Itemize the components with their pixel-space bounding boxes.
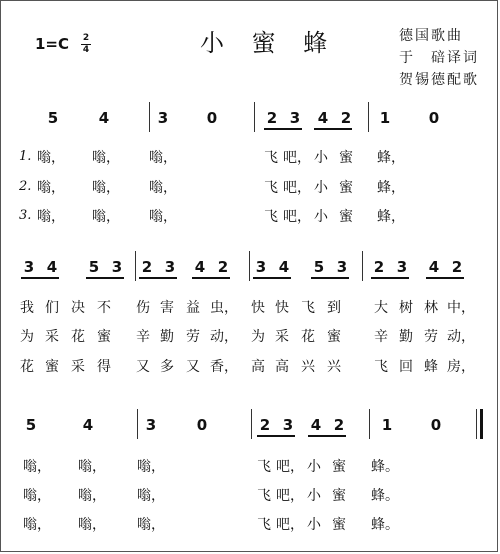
barline	[251, 409, 252, 439]
lyric: 飞	[374, 359, 388, 375]
note: 4	[428, 258, 440, 276]
lyric: 小	[307, 517, 321, 533]
lyric: 采	[71, 359, 85, 375]
barline	[149, 102, 150, 132]
note: 2	[340, 109, 352, 127]
lyric: 害	[160, 300, 174, 316]
note: 3	[111, 258, 123, 276]
lyric: 我	[20, 300, 34, 316]
lyric: 吧，	[276, 459, 304, 475]
note: 4	[310, 416, 322, 434]
lyric: 又	[136, 359, 150, 375]
lyric: 蜂，	[377, 150, 405, 166]
lyric: 到	[327, 300, 341, 316]
beam	[426, 277, 464, 279]
note: 0	[196, 416, 208, 434]
note: 4	[194, 258, 206, 276]
barline	[135, 251, 136, 281]
lyric: 勤	[160, 329, 174, 345]
lyric: 蜂。	[371, 488, 399, 504]
lyric: 小	[307, 459, 321, 475]
lyric: 花	[71, 329, 85, 345]
lyric: 辛	[374, 329, 388, 345]
note: 3	[255, 258, 267, 276]
lyric: 快	[251, 300, 265, 316]
lyric: 动，	[210, 329, 238, 345]
lyric: 蜂。	[371, 517, 399, 533]
note: 4	[46, 258, 58, 276]
beam	[371, 277, 409, 279]
lyric: 辛	[136, 329, 150, 345]
time-signature	[81, 34, 91, 55]
verse-number: 3.	[19, 208, 32, 223]
beam	[139, 277, 177, 279]
final-barline-thin	[476, 409, 477, 439]
lyric: 嗡，	[92, 180, 120, 196]
note: 2	[266, 109, 278, 127]
credit-composer: 德国歌曲	[399, 28, 463, 44]
lyric: 飞	[264, 180, 278, 196]
note: 3	[282, 416, 294, 434]
lyric: 蜜	[339, 209, 353, 225]
beam	[264, 128, 302, 130]
lyric: 为	[20, 329, 34, 345]
note: 1	[381, 416, 393, 434]
lyric: 嗡，	[149, 180, 177, 196]
note: 1	[379, 109, 391, 127]
lyric: 勤	[399, 329, 413, 345]
lyric: 吧，	[283, 180, 311, 196]
lyric: 飞	[264, 209, 278, 225]
lyric: 飞	[257, 459, 271, 475]
lyric: 兴	[327, 359, 341, 375]
verse-number: 2.	[19, 179, 32, 194]
credit-lyricist: 于 碚译词	[399, 50, 479, 66]
lyric: 大	[374, 300, 388, 316]
lyric: 高	[275, 359, 289, 375]
lyric: 嗡，	[37, 150, 65, 166]
key-signature: 1=C	[35, 35, 70, 53]
lyric: 劳	[186, 329, 200, 345]
note: 3	[145, 416, 157, 434]
lyric: 飞	[264, 150, 278, 166]
lyric: 嗡，	[149, 209, 177, 225]
note: 0	[206, 109, 218, 127]
lyric: 不	[97, 300, 111, 316]
lyric: 飞	[301, 300, 315, 316]
lyric: 嗡，	[137, 517, 165, 533]
note: 0	[430, 416, 442, 434]
lyric: 蜂，	[377, 209, 405, 225]
lyric: 中，	[447, 300, 475, 316]
note: 5	[47, 109, 59, 127]
verse-number: 1.	[19, 149, 32, 164]
beam	[257, 435, 295, 437]
note: 4	[317, 109, 329, 127]
note: 4	[98, 109, 110, 127]
lyric: 蜂	[424, 359, 438, 375]
lyric: 林	[424, 300, 438, 316]
lyric: 蜜	[45, 359, 59, 375]
note: 0	[428, 109, 440, 127]
final-barline-thick	[480, 409, 483, 439]
lyric: 益	[186, 300, 200, 316]
barline	[368, 102, 369, 132]
lyric: 嗡，	[137, 459, 165, 475]
lyric: 快	[275, 300, 289, 316]
lyric: 决	[71, 300, 85, 316]
lyric: 虫，	[210, 300, 238, 316]
lyric: 兴	[301, 359, 315, 375]
time-signature-top: 2	[82, 33, 90, 43]
lyric: 多	[160, 359, 174, 375]
note: 2	[373, 258, 385, 276]
lyric: 蜜	[332, 517, 346, 533]
note: 5	[88, 258, 100, 276]
time-signature-bottom: 4	[82, 45, 90, 55]
barline	[362, 251, 363, 281]
lyric: 蜜	[339, 150, 353, 166]
note: 5	[313, 258, 325, 276]
beam	[21, 277, 59, 279]
note: 5	[25, 416, 37, 434]
lyric: 蜜	[327, 329, 341, 345]
lyric: 吧，	[283, 150, 311, 166]
note: 3	[289, 109, 301, 127]
credit-arranger: 贺锡德配歌	[399, 72, 479, 88]
barline	[254, 102, 255, 132]
lyric: 采	[45, 329, 59, 345]
note: 3	[157, 109, 169, 127]
lyric: 嗡，	[149, 150, 177, 166]
lyric: 蜜	[332, 459, 346, 475]
lyric: 嗡，	[78, 459, 106, 475]
lyric: 吧，	[276, 517, 304, 533]
note: 2	[217, 258, 229, 276]
lyric: 为	[251, 329, 265, 345]
lyric: 回	[399, 359, 413, 375]
lyric: 蜜	[97, 329, 111, 345]
lyric: 又	[186, 359, 200, 375]
beam	[311, 277, 349, 279]
lyric: 们	[45, 300, 59, 316]
lyric: 香，	[210, 359, 238, 375]
lyric: 树	[399, 300, 413, 316]
lyric: 嗡，	[23, 488, 51, 504]
note: 2	[333, 416, 345, 434]
lyric: 采	[275, 329, 289, 345]
beam	[86, 277, 124, 279]
lyric: 飞	[257, 488, 271, 504]
lyric: 伤	[136, 300, 150, 316]
beam	[192, 277, 230, 279]
note: 3	[396, 258, 408, 276]
lyric: 嗡，	[137, 488, 165, 504]
note: 4	[82, 416, 94, 434]
lyric: 嗡，	[37, 180, 65, 196]
lyric: 吧，	[283, 209, 311, 225]
barline	[369, 409, 370, 439]
note: 3	[164, 258, 176, 276]
lyric: 嗡，	[78, 488, 106, 504]
lyric: 嗡，	[92, 150, 120, 166]
lyric: 嗡，	[37, 209, 65, 225]
lyric: 小	[314, 180, 328, 196]
note: 3	[336, 258, 348, 276]
lyric: 嗡，	[23, 459, 51, 475]
note: 2	[259, 416, 271, 434]
lyric: 蜜	[339, 180, 353, 196]
note: 4	[278, 258, 290, 276]
lyric: 吧，	[276, 488, 304, 504]
lyric: 高	[251, 359, 265, 375]
lyric: 花	[20, 359, 34, 375]
beam	[253, 277, 291, 279]
song-title: 小 蜜 蜂	[200, 29, 338, 57]
lyric: 小	[314, 150, 328, 166]
lyric: 飞	[257, 517, 271, 533]
lyric: 房，	[447, 359, 475, 375]
beam	[314, 128, 352, 130]
note: 3	[23, 258, 35, 276]
lyric: 小	[314, 209, 328, 225]
note: 2	[451, 258, 463, 276]
note: 2	[141, 258, 153, 276]
lyric: 蜜	[332, 488, 346, 504]
lyric: 蜂。	[371, 459, 399, 475]
lyric: 花	[301, 329, 315, 345]
lyric: 嗡，	[23, 517, 51, 533]
lyric: 动，	[447, 329, 475, 345]
barline	[249, 251, 250, 281]
lyric: 小	[307, 488, 321, 504]
beam	[308, 435, 346, 437]
lyric: 得	[97, 359, 111, 375]
lyric: 嗡，	[78, 517, 106, 533]
barline	[137, 409, 138, 439]
lyric: 嗡，	[92, 209, 120, 225]
lyric: 蜂，	[377, 180, 405, 196]
lyric: 劳	[424, 329, 438, 345]
